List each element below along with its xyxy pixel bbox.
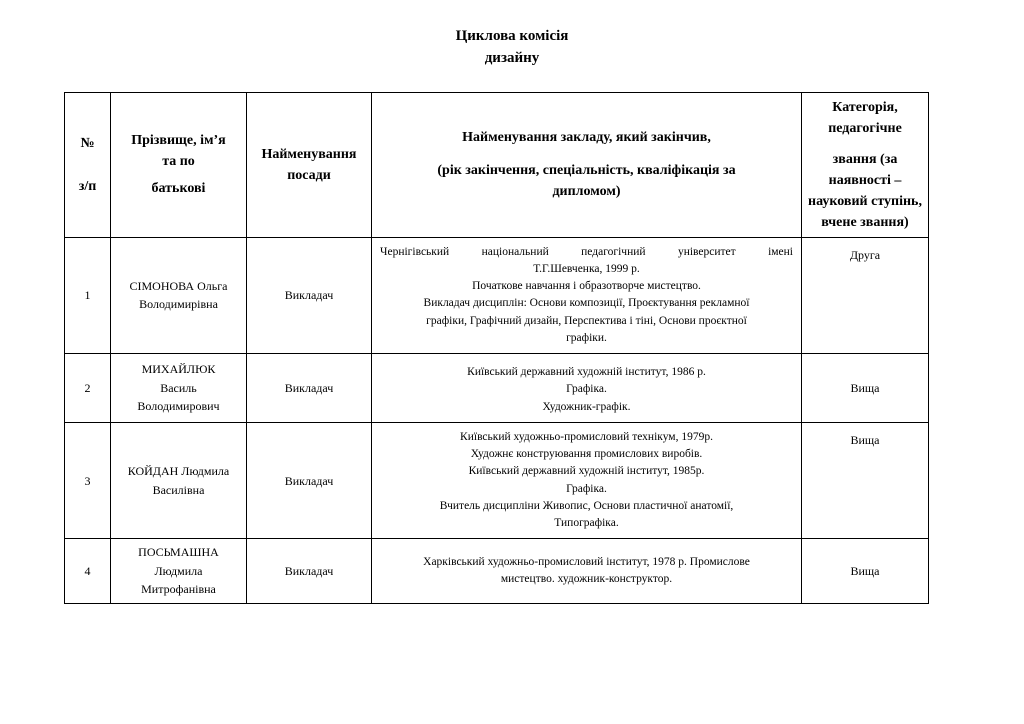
column-header-number-sub: з/п [78, 178, 97, 194]
column-header-number-symbol: № [80, 135, 95, 151]
column-header-position [247, 92, 372, 237]
staff-table [64, 92, 929, 605]
column-header-category-line-3: звання (за [832, 151, 898, 167]
cell-fullname [111, 354, 247, 423]
table-header-row [65, 92, 929, 237]
cell-category: Друга [802, 237, 929, 354]
cell-category: Вища [802, 354, 929, 423]
column-header-position-line-2: посади [287, 167, 331, 183]
column-header-category-line-6: вчене звання) [821, 214, 909, 230]
column-header-category-line-2: педагогічне [828, 120, 902, 136]
table-row [65, 237, 929, 354]
cell-education-line-5: Вчитель дисципліни Живопис, Основи пластичної анатомії, [439, 499, 734, 512]
cell-education-line-1: Харківський художньо-промисловий інститут, 1978 р. Промислове [423, 555, 750, 568]
cell-number: 2 [65, 354, 111, 423]
column-header-education-line-1: Найменування закладу, який закінчив, [462, 130, 711, 145]
column-header-category-line-4: наявності – [828, 172, 902, 188]
table-header [65, 92, 929, 237]
cell-fullname-line-1: СІМОНОВА Ольга [129, 278, 228, 293]
cell-education-line-4: Графіка. [566, 482, 607, 495]
table-row [65, 539, 929, 604]
page-title-line-1: Циклова комісія [455, 28, 569, 44]
cell-position: Викладач [247, 237, 372, 354]
cell-fullname-line-1: КОЙДАН Людмила [127, 463, 230, 478]
column-header-number [65, 92, 111, 237]
cell-number: 4 [65, 539, 111, 604]
cell-fullname-line-2: Василь [160, 380, 197, 395]
cell-education-line-6: Типографіка. [554, 517, 619, 529]
cell-fullname-line-2: Володимирівна [139, 297, 218, 312]
cell-education-line-3: Київський державний художній інститут, 1985р. [468, 465, 705, 478]
cell-number: 1 [65, 237, 111, 354]
page-title-line-2: дизайну [484, 49, 540, 66]
cell-education-line-2: Графіка. [566, 383, 607, 396]
table-body [65, 237, 929, 604]
cell-fullname-line-1: МИХАЙЛЮК [141, 361, 216, 376]
cell-fullname-line-1: ПОСЬМАШНА [138, 545, 219, 560]
cell-education [372, 354, 802, 423]
cell-fullname-line-2: Василівна [152, 482, 205, 497]
column-header-fullname [111, 92, 247, 237]
cell-education-line-1: Чернігівський національний педагогічний університет імені [380, 245, 793, 258]
column-header-fullname-line-2: та по [162, 154, 195, 169]
cell-education-line-5: графіки, Графічний дизайн, Перспектива і тіні, Основи проєктної [426, 314, 747, 327]
cell-education [372, 422, 802, 539]
column-header-education-line-2: (рік закінчення, спеціальність, кваліфікація за [437, 163, 736, 178]
cell-education-line-2: Художнє конструювання промислових виробів. [470, 448, 703, 460]
cell-number: 3 [65, 422, 111, 539]
column-header-education-line-3: дипломом) [552, 184, 621, 199]
column-header-fullname-line-3: батькові [151, 181, 206, 196]
cell-fullname-line-2: Людмила [154, 563, 203, 578]
cell-position: Викладач [247, 354, 372, 423]
cell-fullname-line-3: Володимирович [137, 399, 220, 414]
cell-category: Вища [802, 422, 929, 539]
cell-fullname [111, 539, 247, 604]
column-header-category-line-1: Категорія, [832, 99, 898, 115]
cell-education-line-2: Т.Г.Шевченка, 1999 р. [533, 262, 640, 275]
cell-education-line-1: Київський художньо-промисловий технікум, 1979р. [460, 430, 713, 443]
column-header-category-line-5: науковий ступінь, [808, 193, 922, 209]
table-row [65, 354, 929, 423]
column-header-position-line-1: Найменування [261, 146, 357, 162]
page-title [64, 26, 960, 70]
cell-fullname [111, 422, 247, 539]
cell-fullname [111, 237, 247, 354]
cell-position: Викладач [247, 539, 372, 604]
cell-education [372, 237, 802, 354]
column-header-fullname-line-1: Прізвище, ім’я [131, 133, 226, 148]
table-row [65, 422, 929, 539]
column-header-category [802, 92, 929, 237]
cell-education-line-2: мистецтво. художник-конструктор. [500, 573, 673, 586]
cell-education-line-1: Київський державний художній інститут, 1986 р. [467, 366, 706, 378]
cell-fullname-line-3: Митрофанівна [141, 582, 216, 597]
cell-education-line-3: Початкове навчання і образотворче мистецтво. [472, 280, 701, 292]
cell-position: Викладач [247, 422, 372, 539]
cell-education [372, 539, 802, 604]
cell-category: Вища [802, 539, 929, 604]
cell-education-line-4: Викладач дисциплін: Основи композиції, Проєктування рекламної [423, 297, 750, 310]
cell-education-line-3: Художник-графік. [542, 400, 631, 413]
column-header-education [372, 92, 802, 237]
cell-education-line-6: графіки. [566, 331, 607, 344]
